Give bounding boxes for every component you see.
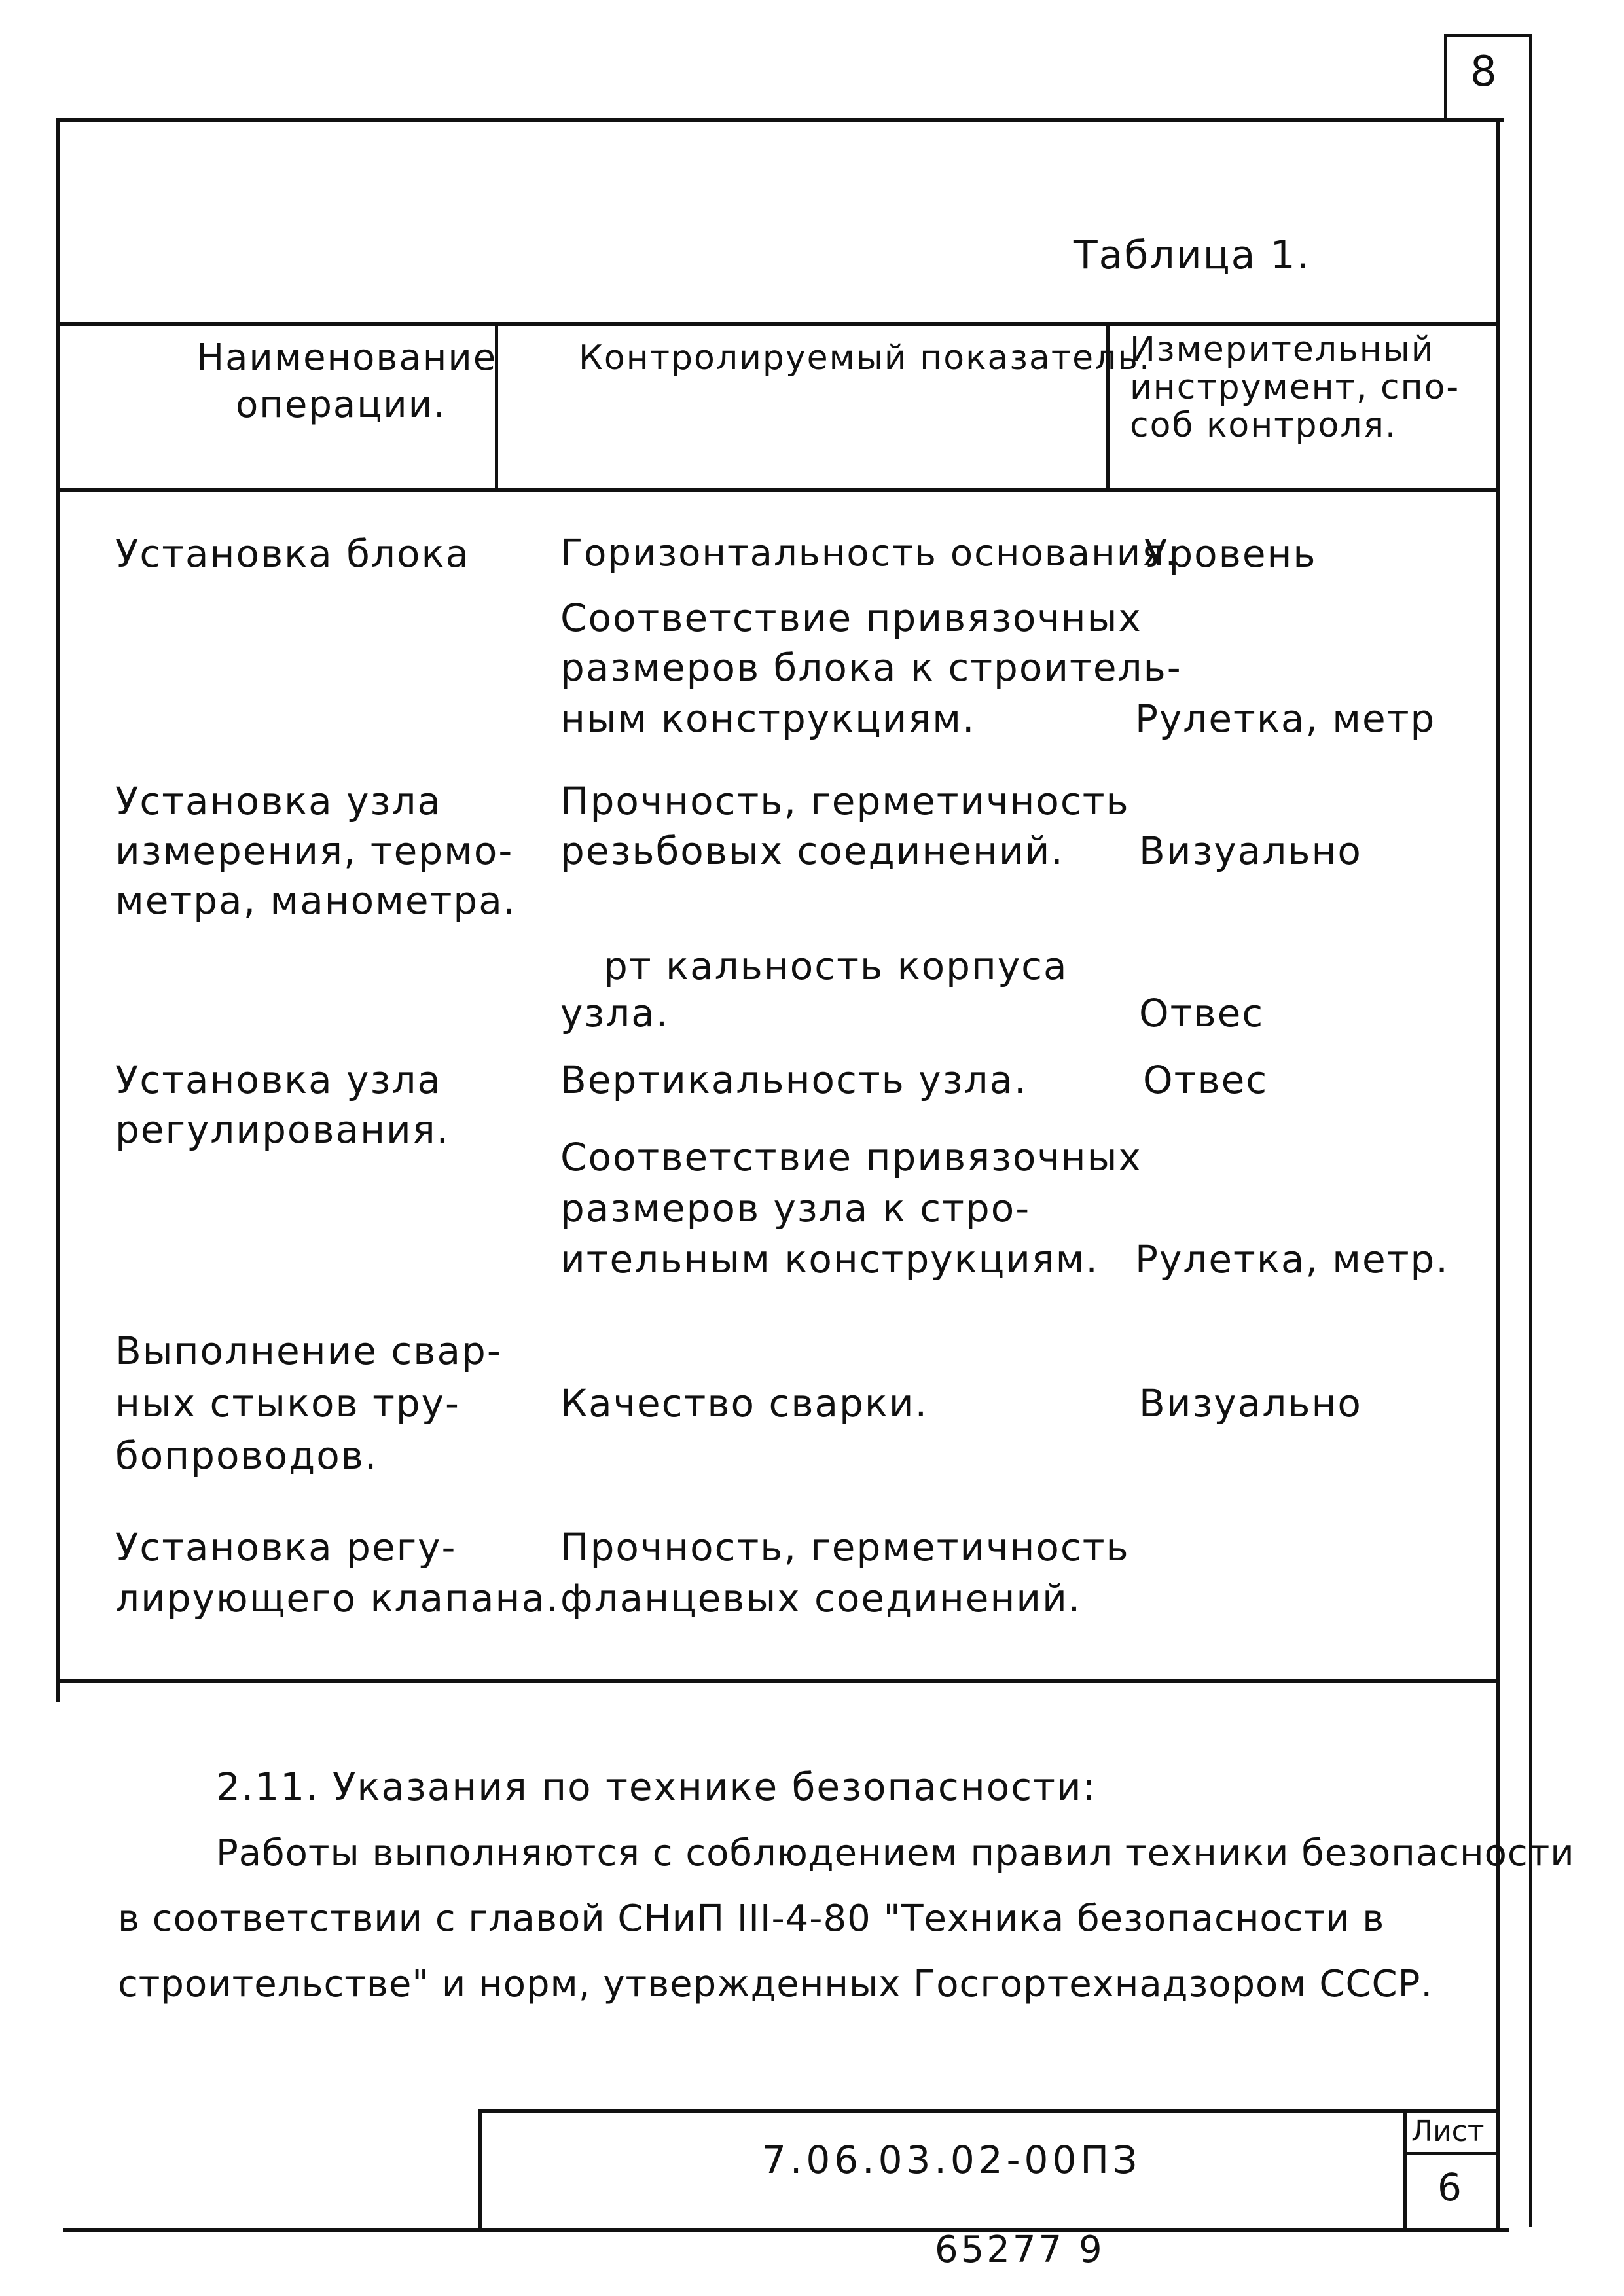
indicator-1: Горизонтальность основания. [560, 532, 1178, 575]
instrument-4: Отвес [1139, 991, 1265, 1035]
indicator-6-line-2: размеров узла к стро- [560, 1186, 1031, 1230]
instrument-5: Отвес [1143, 1058, 1269, 1102]
operation-4-line-3: бопроводов. [115, 1433, 378, 1478]
operation-3-line-2: регулирования. [115, 1107, 450, 1152]
operation-4-line-2: ных стыков тру- [115, 1381, 460, 1426]
indicator-5: Вертикальность узла. [560, 1058, 1028, 1102]
frame-left [56, 118, 60, 1702]
indicator-8-line-1: Прочность, герметичность [560, 1525, 1130, 1570]
indicator-3-line-1: Прочность, герметичность [560, 779, 1130, 823]
safety-line-3: строительстве" и норм, утвержденных Госгортехнадзором СССР. [118, 1963, 1434, 2005]
indicator-2-line-1: Соответствие привязочных [560, 596, 1142, 640]
page-box-left [1444, 34, 1447, 119]
frame-top [56, 118, 1504, 122]
header-instrument-line-2: инструмент, спо- [1130, 368, 1460, 407]
safety-heading: 2.11. Указания по технике безопасности: [216, 1765, 1097, 1809]
frame-bottom [63, 2228, 1509, 2232]
indicator-6-line-1: Соответствие привязочных [560, 1135, 1142, 1179]
indicator-8-line-2: фланцевых соединений. [560, 1576, 1082, 1621]
table-header-bottom [56, 488, 1500, 492]
header-instrument-line-1: Измерительный [1130, 330, 1435, 369]
stamp-sheet-hline [1403, 2152, 1500, 2155]
header-operation-line-2: операции. [236, 384, 446, 426]
indicator-2-line-2: размеров блока к строитель- [560, 645, 1182, 690]
stamp-sheet-number: 6 [1437, 2165, 1463, 2210]
stamp-code: 7.06.03.02-00ПЗ [762, 2138, 1142, 2182]
header-operation-line-1: Наименование [196, 336, 497, 379]
instrument-6: Рулетка, метр. [1135, 1237, 1449, 1282]
stamp-top [478, 2109, 1500, 2113]
indicator-4-line-1: рт кальность корпуса [604, 944, 1068, 988]
operation-2-line-1: Установка узла [115, 779, 442, 823]
page-box-top [1444, 34, 1532, 37]
instrument-2: Рулетка, метр [1135, 696, 1436, 741]
safety-line-2: в соответствии с главой СНиП III-4-80 "Техника безопасности в [118, 1897, 1385, 1940]
table-caption: Таблица 1. [1074, 232, 1310, 278]
frame-right-outer [1529, 34, 1532, 2227]
instrument-7: Визуально [1139, 1381, 1362, 1426]
operation-5-line-1: Установка регу- [115, 1525, 457, 1570]
indicator-6-line-3: ительным конструкциям. [560, 1237, 1099, 1282]
page-number: 8 [1470, 48, 1498, 96]
indicator-4-line-2: узла. [560, 991, 670, 1035]
instrument-1: Уровень [1144, 531, 1317, 576]
bottom-number: 65277 9 [935, 2229, 1105, 2271]
operation-3-line-1: Установка узла [115, 1058, 442, 1102]
safety-line-1: Работы выполняются с соблюдением правил техники безопасности [216, 1832, 1575, 1874]
indicator-3-line-2: резьбовых соединений. [560, 829, 1064, 873]
operation-5-line-2: лирующего клапана. [115, 1576, 560, 1621]
operation-1: Установка блока [115, 531, 471, 576]
header-indicator: Контролируемый показатель. [579, 338, 1151, 378]
stamp-sheet-label: Лист [1411, 2115, 1485, 2148]
indicator-7: Качество сварки. [560, 1381, 929, 1426]
header-instrument-line-3: соб контроля. [1130, 406, 1398, 445]
indicator-2-line-3: ным конструкциям. [560, 696, 976, 741]
stamp-sheet-divider [1403, 2109, 1407, 2231]
operation-4-line-1: Выполнение свар- [115, 1329, 502, 1373]
operation-2-line-2: измерения, термо- [115, 829, 514, 873]
frame-right [1496, 118, 1500, 2232]
operation-2-line-3: метра, манометра. [115, 878, 517, 923]
table-bottom [56, 1679, 1500, 1683]
stamp-left [478, 2109, 482, 2231]
instrument-3: Визуально [1139, 829, 1362, 873]
table-header-top [56, 322, 1500, 326]
